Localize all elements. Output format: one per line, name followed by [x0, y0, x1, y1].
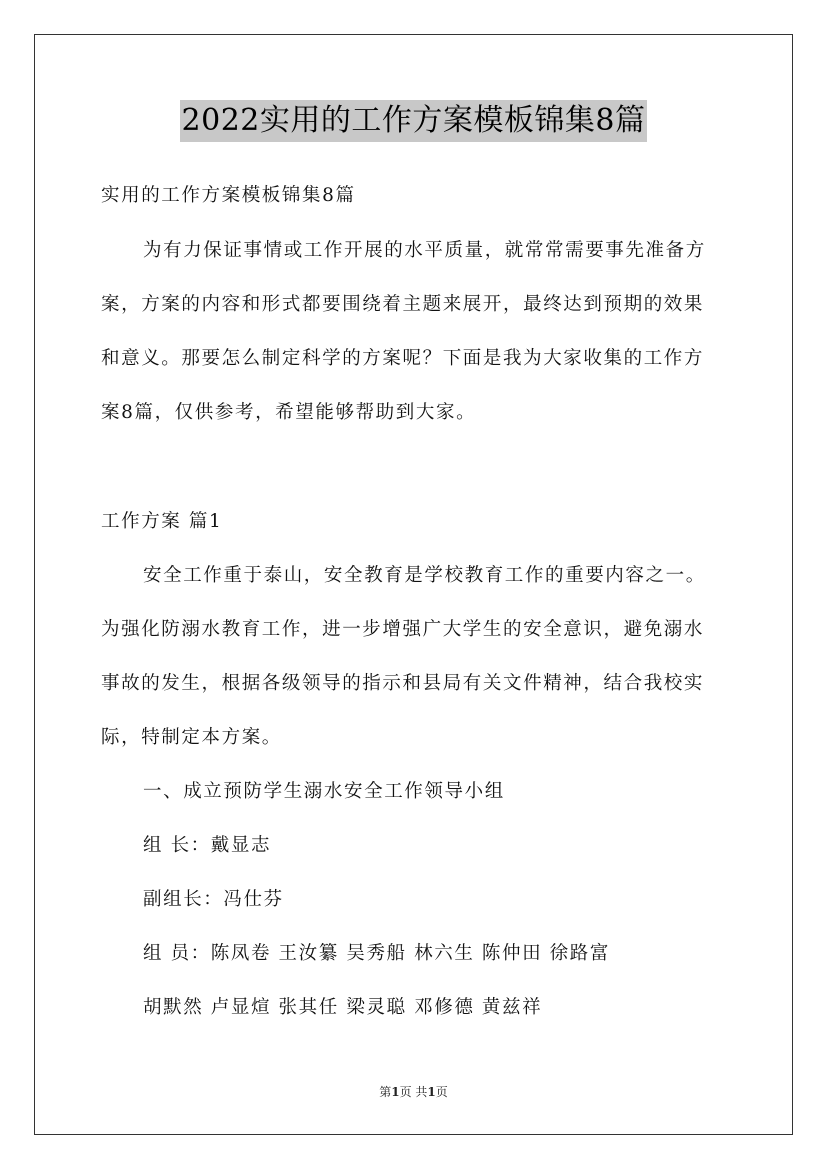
section-line: 事故的发生，根据各级领导的指示和县局有关文件精神，结合我校实: [101, 673, 705, 694]
intro-line: 和意义。那要怎么制定科学的方案呢？下面是我为大家收集的工作方: [101, 348, 705, 369]
deputy-leader-line: 副组长：冯仕芬: [143, 889, 284, 910]
intro-line: 案8篇，仅供参考，希望能够帮助到大家。: [101, 402, 477, 423]
section-line: 为强化防溺水教育工作，进一步增强广大学生的安全意识，避免溺水: [101, 619, 705, 640]
total-pages: 1: [427, 1085, 436, 1099]
footer-mid: 页 共: [399, 1085, 428, 1099]
document-title: 2022实用的工作方案模板锦集8篇: [180, 100, 648, 142]
section-line: 际，特制定本方案。: [101, 727, 282, 748]
leader-line: 组 长：戴显志: [143, 835, 272, 856]
members-line: 组 员：陈凤卷 王汝纂 吴秀船 林六生 陈仲田 徐路富: [143, 943, 610, 964]
intro-line: 案，方案的内容和形式都要围绕着主题来展开，最终达到预期的效果: [101, 294, 705, 315]
item-heading: 一、成立预防学生溺水安全工作领导小组: [143, 781, 505, 802]
title-container: [0, 100, 827, 142]
section-heading: 工作方案 篇1: [101, 511, 223, 532]
page-number: 1: [391, 1085, 400, 1099]
document-subtitle: 实用的工作方案模板锦集8篇: [101, 185, 356, 206]
footer-suffix: 页: [435, 1085, 448, 1099]
page-footer: [0, 1083, 827, 1100]
members-line: 胡默然 卢显煊 张其任 梁灵聪 邓修德 黄兹祥: [143, 997, 543, 1018]
intro-line: 为有力保证事情或工作开展的水平质量，就常常需要事先准备方: [143, 240, 706, 261]
section-line: 安全工作重于泰山，安全教育是学校教育工作的重要内容之一。: [143, 565, 706, 586]
footer-prefix: 第: [379, 1085, 392, 1099]
